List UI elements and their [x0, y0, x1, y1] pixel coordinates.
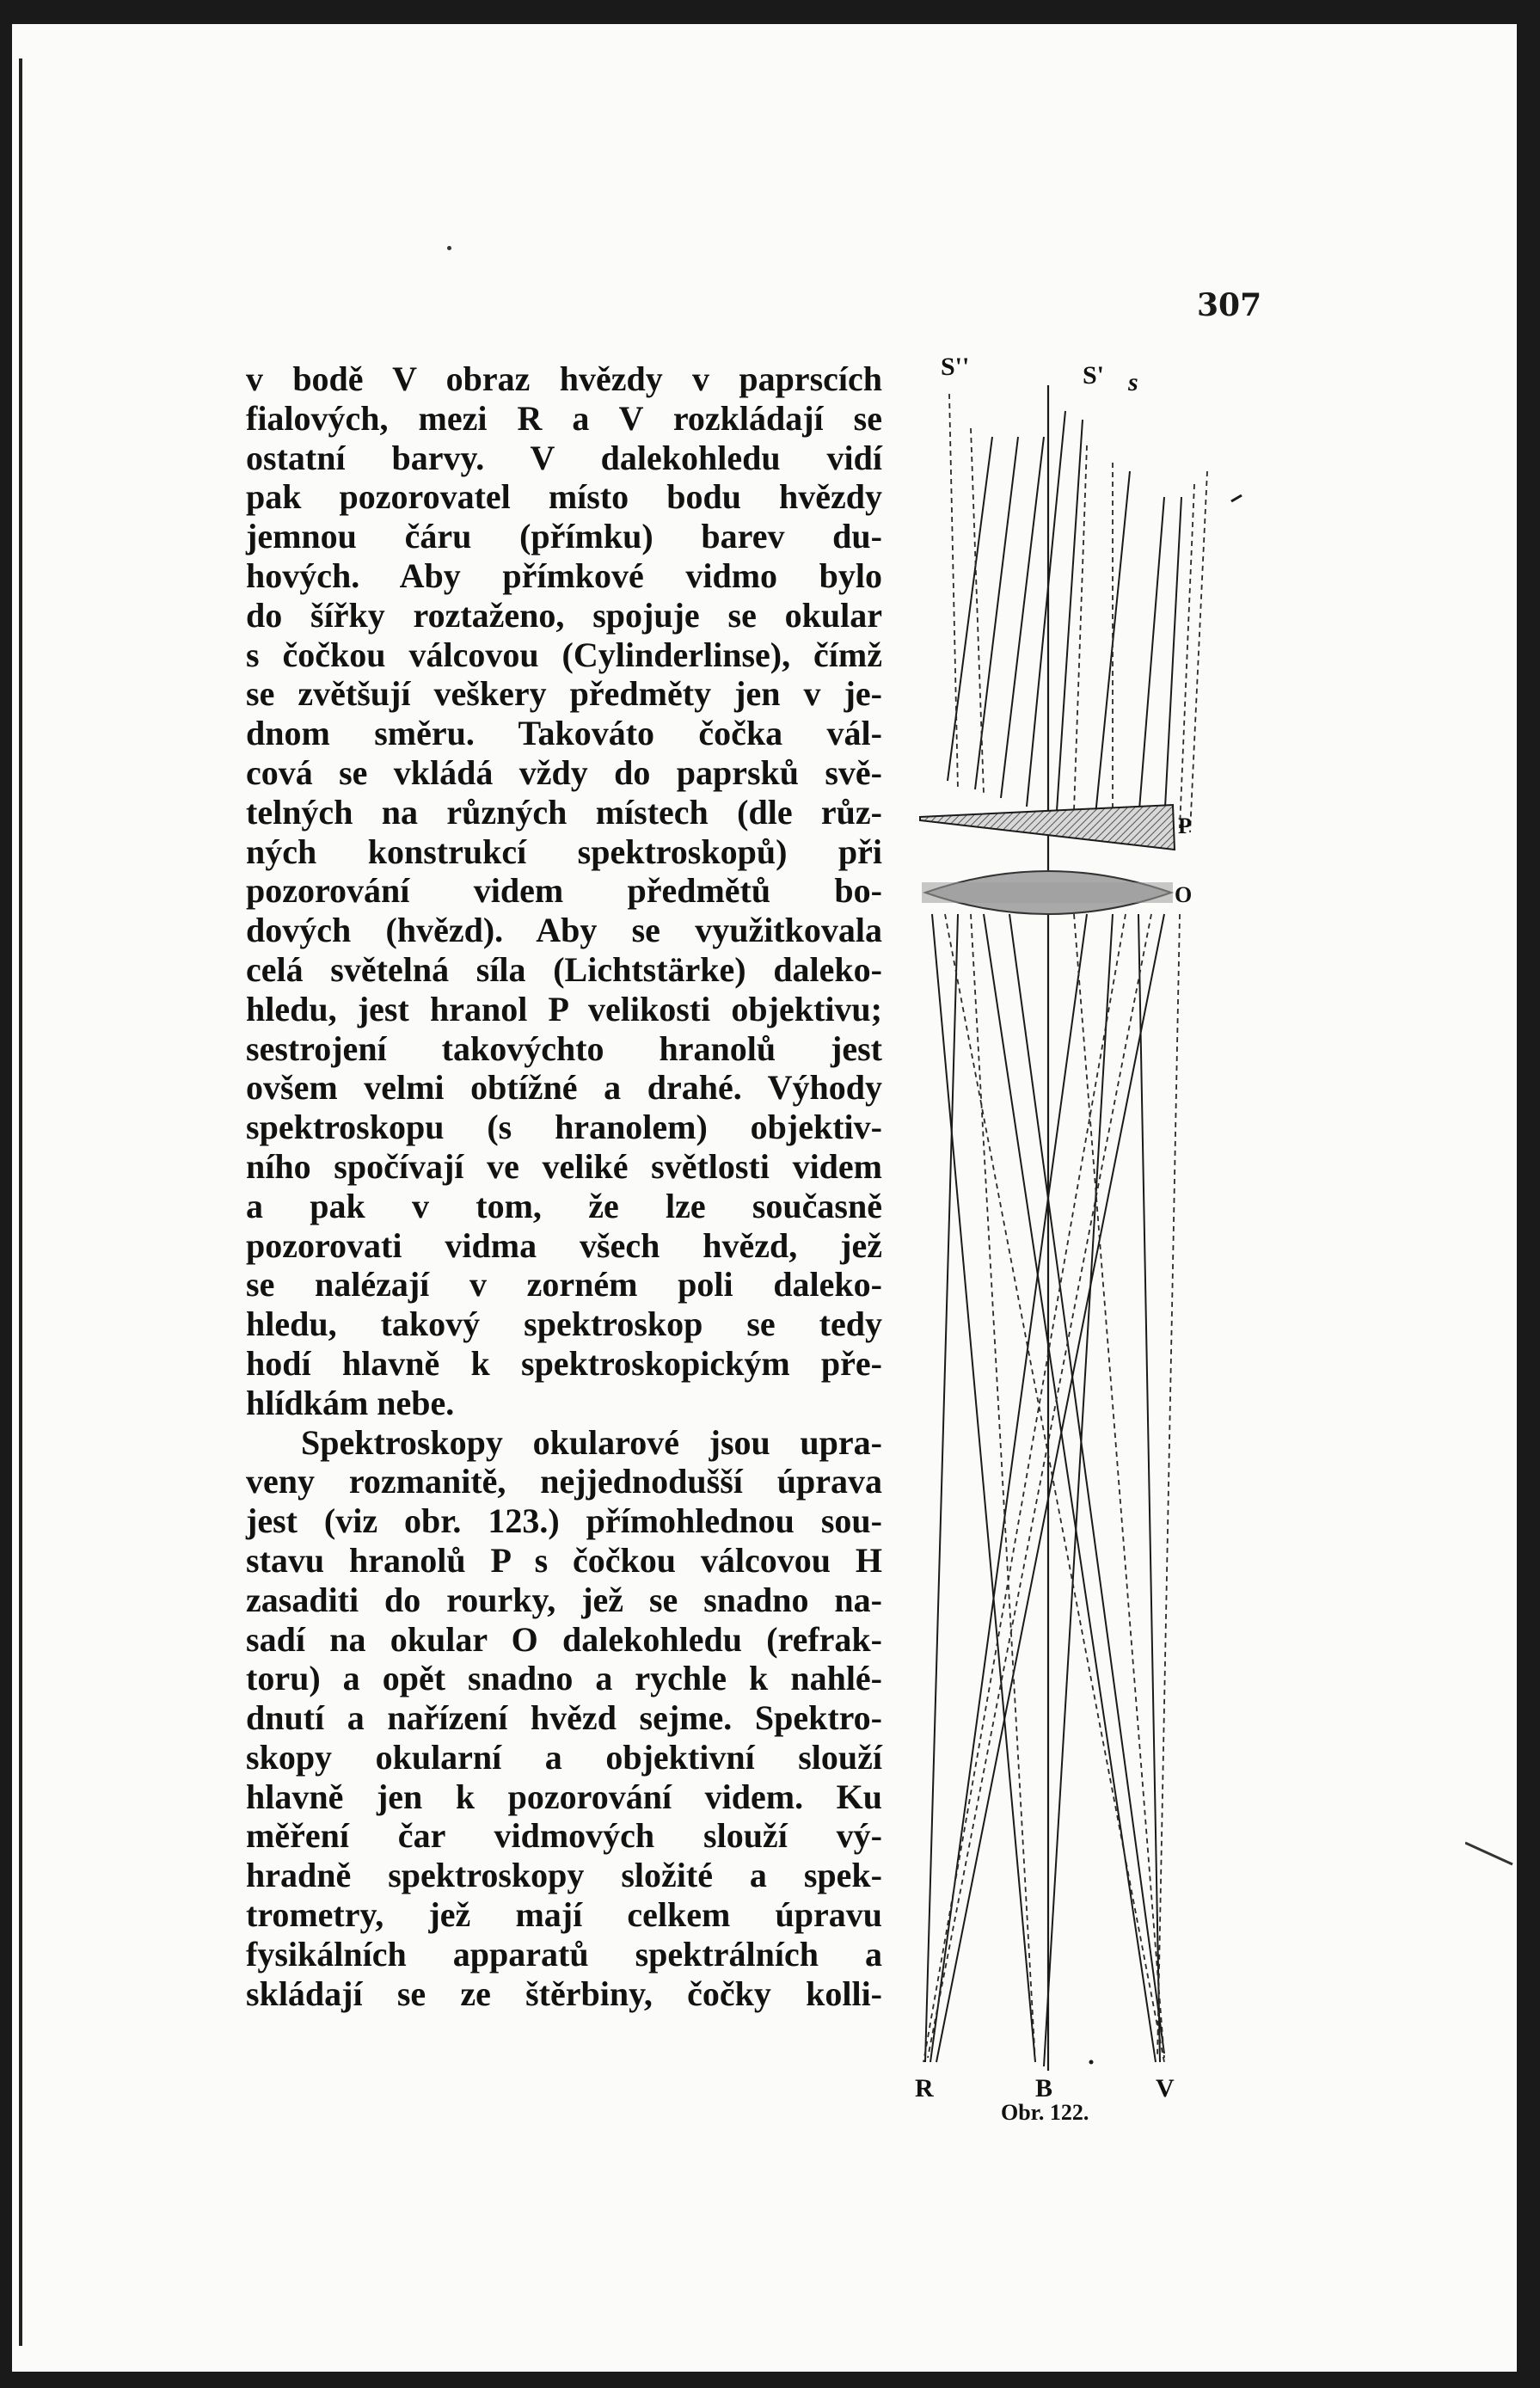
text-line: ovšem velmi obtížné a drahé. Výhody: [246, 1068, 882, 1108]
text-line: telných na různých místech (dle růz-: [246, 792, 882, 832]
text-line: se nalézají v zorném poli daleko-: [246, 1265, 882, 1304]
lens-band: [922, 882, 1173, 903]
text-line: dnutí a nařízení hvězd sejme. Spektro-: [246, 1698, 882, 1738]
stray-mark: [1231, 495, 1242, 501]
text-line: skládají se ze štěrbiny, čočky kolli-: [246, 1974, 882, 2013]
incoming-rays-dashed: [949, 394, 1207, 832]
label-bottom-right: V: [1156, 2074, 1175, 2103]
text-line: Spektroskopy okularové jsou upra-: [301, 1422, 882, 1462]
margin-mark: [1465, 1839, 1517, 1873]
label-lens: O: [1175, 882, 1193, 907]
label-star-mid: S': [1083, 361, 1105, 390]
text-line: v bodě V obraz hvězdy v paprscích: [246, 359, 882, 398]
text-line: pak pozorovatel místo bodu hvězdy: [246, 477, 882, 517]
focus-dot: [1089, 2060, 1094, 2065]
ink-speck: [447, 246, 451, 250]
text-line: toru) a opět snadno a rychle k nahlé-: [246, 1659, 882, 1698]
text-line: a pak v tom, že lze současně: [246, 1186, 882, 1225]
text-line: jest (viz obr. 123.) přímohlednou sou-: [246, 1501, 882, 1541]
ray-diagram-figure: [906, 342, 1276, 2148]
label-prism: P: [1178, 813, 1192, 838]
text-line: veny rozmanitě, nejjednodušší úprava: [246, 1462, 882, 1501]
label-star-left: S'': [941, 353, 970, 381]
text-line: hových. Aby přímkové vidmo bylo: [246, 556, 882, 595]
text-line: sadí na okular O dalekohledu (refrak-: [246, 1619, 882, 1659]
text-line: hlídkám nebe.: [246, 1383, 455, 1422]
text-line: dnom směru. Takováto čočka vál-: [246, 714, 882, 753]
text-line: hledu, jest hranol P velikosti objektivu;: [246, 989, 882, 1028]
label-bottom-left: R: [915, 2074, 934, 2103]
text-line: zasaditi do rourky, jež se snadno na-: [246, 1580, 882, 1619]
text-line: hradně spektroskopy složité a spek-: [246, 1856, 882, 1895]
text-line: dových (hvězd). Aby se využitkovala: [246, 911, 882, 950]
text-line: hlavně jen k pozorování videm. Ku: [246, 1777, 882, 1816]
label-star-right: s: [1128, 368, 1138, 396]
text-line: ního spočívají ve veliké světlosti videm: [246, 1146, 882, 1186]
text-line: fialových, mezi R a V rozkládají se: [246, 398, 882, 438]
ray-diagram: [906, 342, 1276, 2114]
text-line: do šířky roztaženo, spojuje se okular: [246, 595, 882, 635]
text-line: ných konstrukcí spektroskopů) při: [246, 832, 882, 871]
text-line: s čočkou válcovou (Cylinderlinse), čímž: [246, 635, 882, 674]
text-line: trometry, jež mají celkem úpravu: [246, 1895, 882, 1935]
text-line: ostatní barvy. V dalekohledu vidí: [246, 438, 882, 477]
text-line: hodí hlavně k spektroskopickým pře-: [246, 1343, 882, 1383]
text-line: měření čar vidmových slouží vý-: [246, 1816, 882, 1856]
text-line: hledu, takový spektroskop se tedy: [246, 1304, 882, 1344]
text-line: pozorování videm předmětů bo-: [246, 871, 882, 911]
page-edge-rule: [19, 58, 22, 2346]
text-line: sestrojení takovýchto hranolů jest: [246, 1028, 882, 1068]
text-line: pozorovati vidma všech hvězd, jež: [246, 1225, 882, 1265]
figure-caption: Obr. 122.: [1001, 2100, 1089, 2125]
text-line: fysikálních apparatů spektrálních a: [246, 1934, 882, 1974]
text-line: spektroskopu (s hranolem) objektiv-: [246, 1108, 882, 1147]
text-line: stavu hranolů P s čočkou válcovou H: [246, 1540, 882, 1580]
text-line: cová se vkládá vždy do paprsků svě-: [246, 752, 882, 792]
book-page: [12, 24, 1517, 2372]
text-line: skopy okularní a objektivní slouží: [246, 1737, 882, 1777]
text-line: se zvětšují veškery předměty jen v je-: [246, 674, 882, 714]
outgoing-rays-solid: [925, 914, 1164, 2066]
label-bottom-mid: B: [1035, 2074, 1053, 2103]
text-line: celá světelná síla (Lichtstärke) daleko-: [246, 949, 882, 989]
page-number: 307: [1197, 287, 1262, 323]
body-text: [246, 359, 882, 2013]
text-line: jemnou čáru (přímku) barev du-: [246, 517, 882, 556]
